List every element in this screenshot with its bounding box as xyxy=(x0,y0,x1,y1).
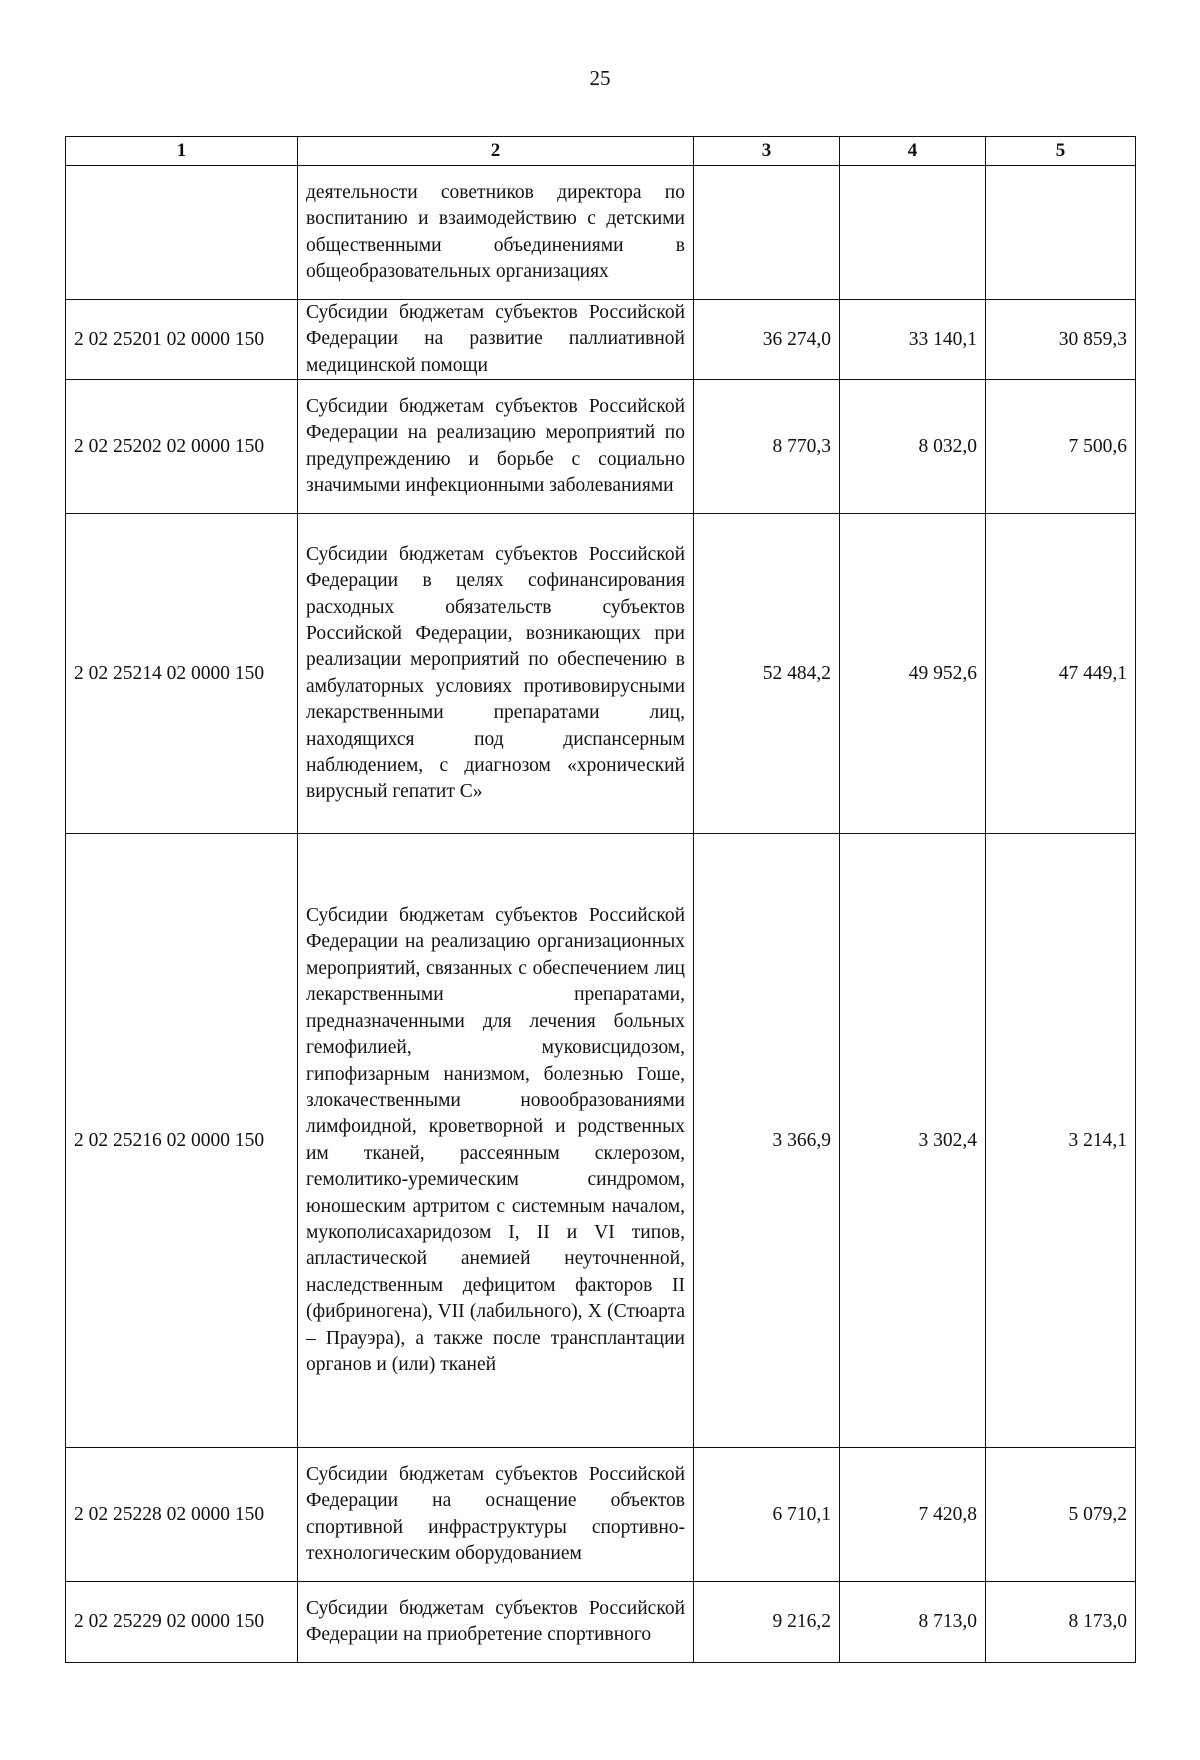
row-code: 2 02 25202 02 0000 150 xyxy=(66,380,298,514)
row-value-col4: 7 420,8 xyxy=(840,1448,986,1582)
row-value-col5: 3 214,1 xyxy=(986,834,1136,1448)
row-value-col5 xyxy=(986,166,1136,300)
row-value-col4: 3 302,4 xyxy=(840,834,986,1448)
row-description: Субсидии бюджетам субъектов Российской Федерации на оснащение объектов спортивной инфраструктуры спортивно-технологическим оборудованием xyxy=(298,1448,694,1582)
row-code: 2 02 25216 02 0000 150 xyxy=(66,834,298,1448)
table-row xyxy=(66,166,1136,300)
row-code: 2 02 25229 02 0000 150 xyxy=(66,1582,298,1663)
row-value-col4: 49 952,6 xyxy=(840,514,986,834)
row-value-col4: 33 140,1 xyxy=(840,300,986,380)
row-value-col3: 6 710,1 xyxy=(694,1448,840,1582)
budget-table xyxy=(65,136,1136,1663)
row-value-col4 xyxy=(840,166,986,300)
row-value-col3: 9 216,2 xyxy=(694,1582,840,1663)
row-value-col4: 8 713,0 xyxy=(840,1582,986,1663)
column-header-2: 2 xyxy=(298,137,694,166)
row-value-col5: 47 449,1 xyxy=(986,514,1136,834)
column-header-4: 4 xyxy=(840,137,986,166)
table-row xyxy=(66,514,1136,834)
row-value-col3: 36 274,0 xyxy=(694,300,840,380)
row-value-col5: 8 173,0 xyxy=(986,1582,1136,1663)
row-code: 2 02 25228 02 0000 150 xyxy=(66,1448,298,1582)
row-value-col3 xyxy=(694,166,840,300)
row-code: 2 02 25201 02 0000 150 xyxy=(66,300,298,380)
row-description: Субсидии бюджетам субъектов Российской Федерации на реализацию мероприятий по предупреждению и борьбе с социально значимыми инфекционными заболеваниями xyxy=(298,380,694,514)
row-description: Субсидии бюджетам субъектов Российской Федерации в целях софинансирования расходных обязательств субъектов Российской Федерации, возникающих при реализации мероприятий по обеспечению в амбулаторных условиях противовирусными лекарственными препаратами лиц, находящихся под диспансерным наблюдением, с диагнозом «хронический вирусный гепатит С» xyxy=(298,514,694,834)
page-number: 25 xyxy=(589,66,611,90)
table-header-row xyxy=(66,137,1136,166)
row-value-col5: 5 079,2 xyxy=(986,1448,1136,1582)
row-value-col3: 8 770,3 xyxy=(694,380,840,514)
row-code: 2 02 25214 02 0000 150 xyxy=(66,514,298,834)
row-description: Субсидии бюджетам субъектов Российской Федерации на развитие паллиативной медицинской помощи xyxy=(298,300,694,380)
row-value-col3: 52 484,2 xyxy=(694,514,840,834)
column-header-1: 1 xyxy=(66,137,298,166)
row-description: Субсидии бюджетам субъектов Российской Федерации на реализацию организационных мероприятий, связанных с обеспечением лиц лекарственными препаратами, предназначенными для лечения больных гемофилией, муковисцидозом, гипофизарным нанизмом, болезнью Гоше, злокачественными новообразованиями лимфоидной, кроветворной и родственных им тканей, рассеянным склерозом, гемолитико-уремическим синдромом, юношеским артритом с системным началом, мукополисахаридозом I, II и VI типов, апластической анемией неуточненной, наследственным дефицитом факторов II (фибриногена), VII (лабильного), X (Стюарта – Прауэра), а также после трансплантации органов и (или) тканей xyxy=(298,834,694,1448)
table-row xyxy=(66,834,1136,1448)
row-code xyxy=(66,166,298,300)
column-header-5: 5 xyxy=(986,137,1136,166)
table-row xyxy=(66,1448,1136,1582)
column-header-3: 3 xyxy=(694,137,840,166)
table-row xyxy=(66,300,1136,380)
row-value-col5: 30 859,3 xyxy=(986,300,1136,380)
row-value-col4: 8 032,0 xyxy=(840,380,986,514)
row-value-col3: 3 366,9 xyxy=(694,834,840,1448)
table-row xyxy=(66,380,1136,514)
row-value-col5: 7 500,6 xyxy=(986,380,1136,514)
row-description: деятельности советников директора по воспитанию и взаимодействию с детскими общественными объединениями в общеобразовательных организациях xyxy=(298,166,694,300)
row-description: Субсидии бюджетам субъектов Российской Федерации на приобретение спортивного xyxy=(298,1582,694,1663)
table-row xyxy=(66,1582,1136,1663)
